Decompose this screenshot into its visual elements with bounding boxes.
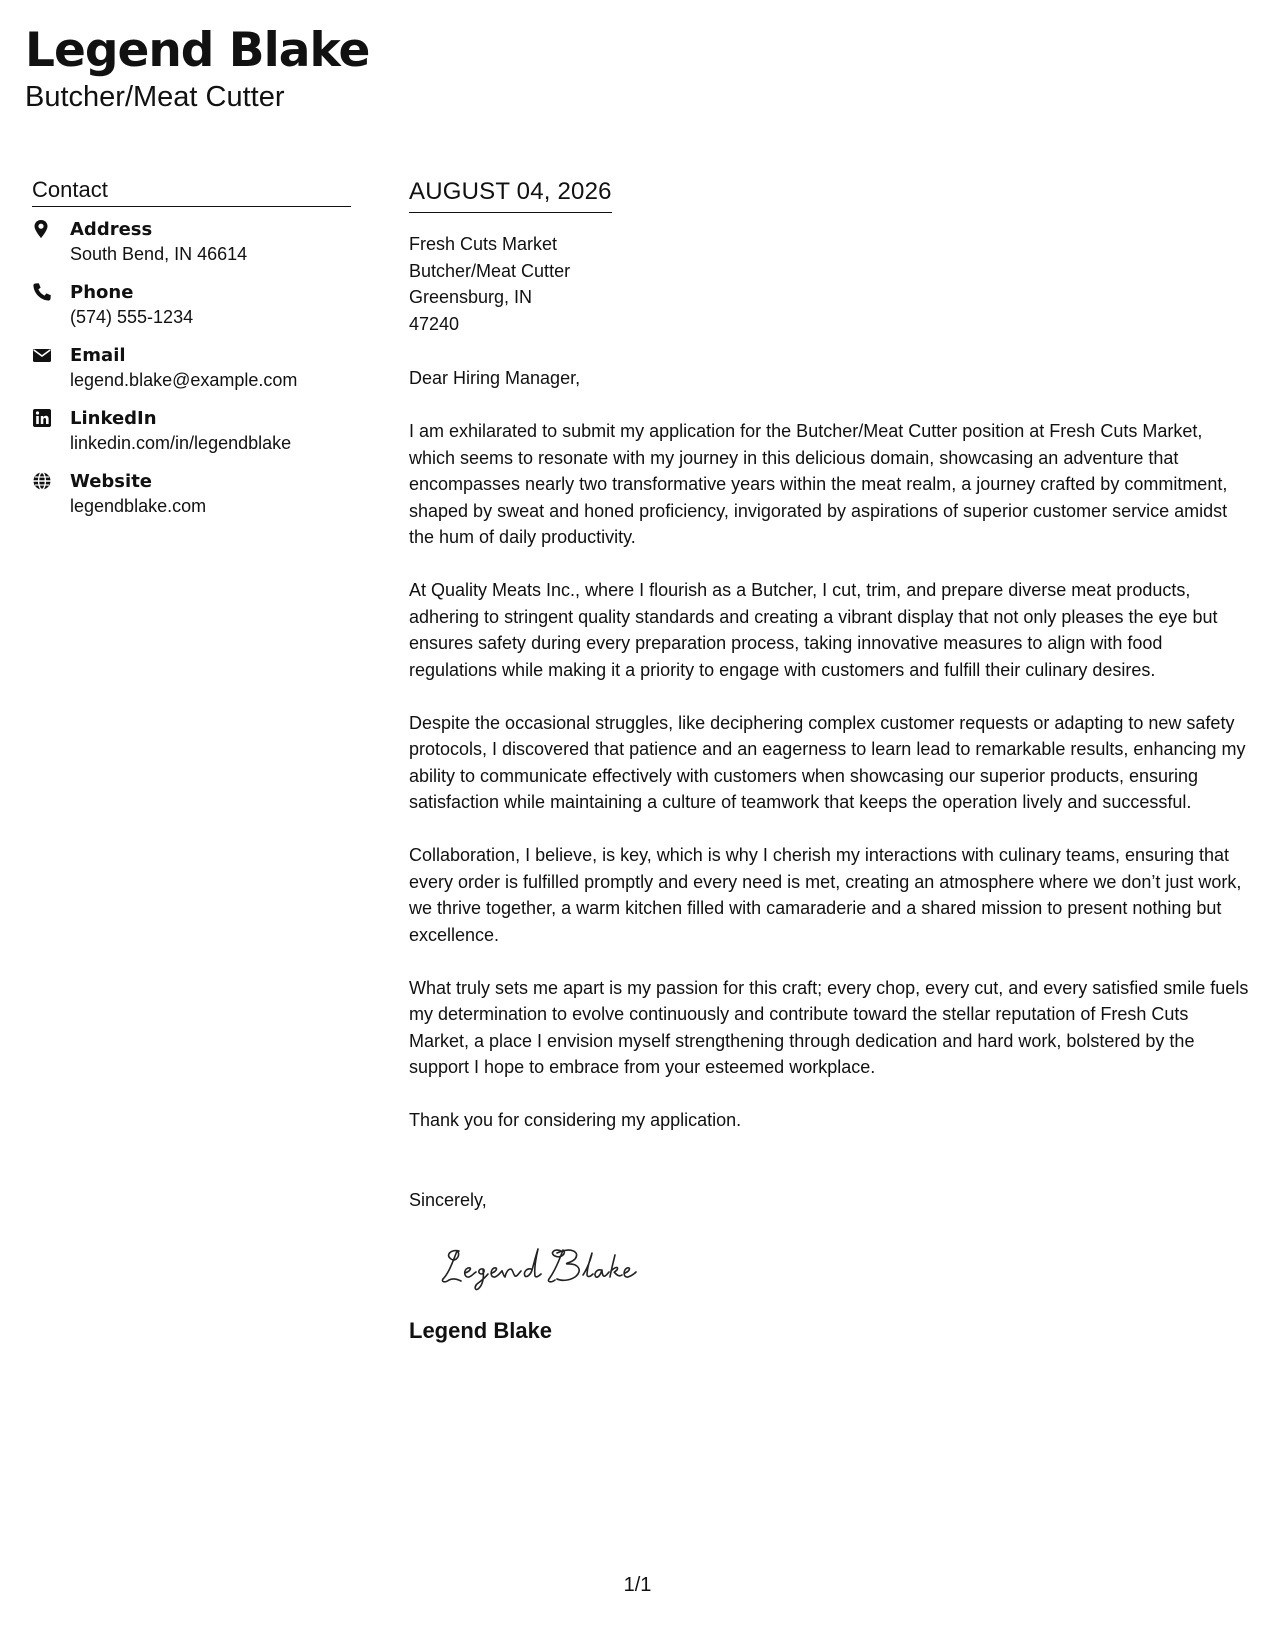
globe-icon — [32, 469, 70, 491]
letter-paragraph: At Quality Meats Inc., where I flourish as a Butcher, I cut, trim, and prepare diverse meat products, adhering to stringent quality standards and creating a vibrant display that not only pleases the eye but ensures safety during every preparation process, taking innovative measures to align with food regulations while making it a priority to engage with customers and fulfill their culinary desires. — [409, 580, 1218, 680]
email-label: Email — [70, 345, 126, 366]
website-label: Website — [70, 471, 153, 492]
linkedin-icon — [32, 406, 70, 428]
signer-name: Legend Blake — [409, 1318, 553, 1343]
contact-address — [32, 217, 351, 280]
letter-paragraph: Thank you for considering my application. — [409, 1110, 742, 1130]
contact-sidebar — [32, 176, 351, 532]
email-value[interactable]: legend.blake@example.com — [70, 370, 298, 390]
address-value: South Bend, IN 46614 — [70, 244, 248, 264]
phone-label: Phone — [70, 282, 134, 303]
page-number: 1/1 — [623, 1574, 652, 1596]
recipient-block — [409, 231, 1249, 337]
applicant-name: Legend Blake — [25, 23, 370, 78]
letter-closing: Sincerely, — [409, 1189, 487, 1210]
website-value[interactable]: legendblake.com — [70, 496, 207, 516]
linkedin-value[interactable]: linkedin.com/in/legendblake — [70, 433, 292, 453]
letter-paragraph: Collaboration, I believe, is key, which is why I cherish my interactions with culinary teams, ensuring that every order is fulfilled promptly and every need is met, creating an atmosphere where we don’t just work, we thrive together, a warm kitchen filled with camaraderie and a shared mission to present nothing but excellence. — [409, 845, 1242, 945]
cover-letter-body — [409, 176, 1249, 1345]
phone-icon — [32, 280, 70, 302]
contact-website — [32, 469, 351, 532]
recipient-position: Butcher/Meat Cutter — [409, 260, 571, 281]
contact-heading: Contact — [32, 176, 351, 207]
resume-header — [25, 22, 369, 114]
phone-value[interactable]: (574) 555-1234 — [70, 307, 194, 327]
letter-greeting: Dear Hiring Manager, — [409, 368, 581, 388]
date-block — [409, 176, 612, 213]
recipient-city: Greensburg, IN — [409, 287, 533, 307]
contact-linkedin — [32, 406, 351, 469]
contact-email — [32, 343, 351, 406]
letter-date: AUGUST 04, 2026 — [409, 178, 612, 205]
recipient-zip: 47240 — [409, 313, 460, 334]
letter-paragraph: Despite the occasional struggles, like deciphering complex customer requests or adapting to new safety protocols, I discovered that patience and an eagerness to learn lead to remarkable results, enhancing my ability to communicate effectively with customers when showcasing our superior products, ensuring satisfaction while maintaining a culture of teamwork that keeps the operation lively and successful. — [409, 712, 1246, 812]
address-label: Address — [70, 219, 153, 240]
applicant-role: Butcher/Meat Cutter — [25, 81, 285, 113]
linkedin-label: LinkedIn — [70, 408, 157, 429]
letter-paragraph: I am exhilarated to submit my application for the Butcher/Meat Cutter position at Fresh Cuts Market, which seems to resonate with my journey in this delicious domain, showcasing an adventure that encompasses nearly two transformative years within the meat realm, a journey crafted by commitment, shaped by sweat and honed proficiency, invigorated by aspirations of superior customer service amidst the hum of daily productivity. — [409, 421, 1228, 547]
handwritten-signature — [437, 1239, 1249, 1295]
recipient-company: Fresh Cuts Market — [409, 234, 558, 254]
contact-phone — [32, 280, 351, 343]
map-pin-icon — [32, 217, 70, 239]
envelope-icon — [32, 343, 70, 365]
letter-paragraph: What truly sets me apart is my passion for this craft; every chop, every cut, and every satisfied smile fuels my determination to evolve continuously and contribute toward the stellar reputation of Fresh Cuts Market, a place I envision myself strengthening through dedication and hard work, bolstered by the support I hope to embrace from your esteemed workplace. — [409, 977, 1249, 1077]
